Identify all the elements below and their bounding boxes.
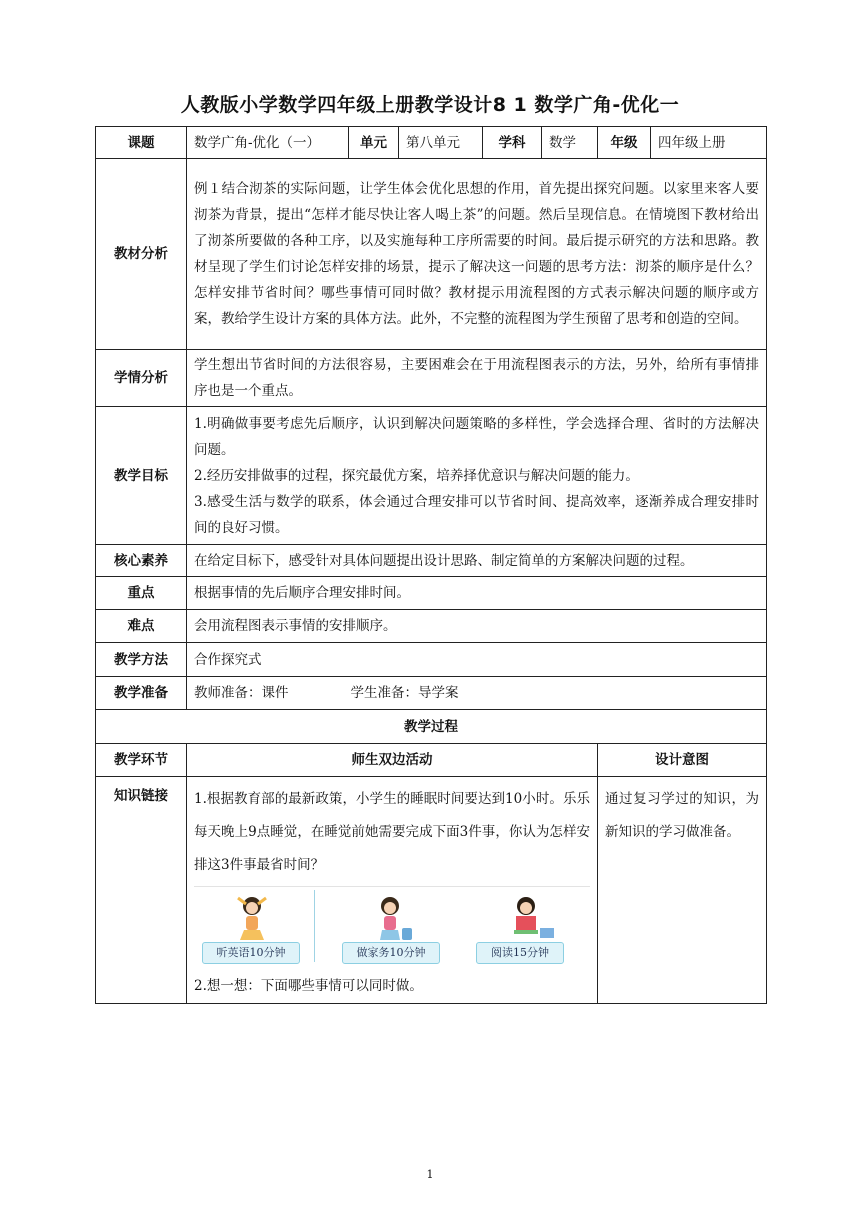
document-title: 人教版小学数学四年级上册教学设计8 1 数学广角-优化一 (180, 94, 680, 116)
task-label: 做家务10分钟 (342, 942, 440, 964)
students-label: 学情分析 (96, 350, 187, 407)
method-label: 教学方法 (96, 643, 187, 677)
process-columns-row (96, 744, 767, 777)
process-heading-row (96, 710, 767, 744)
subject-value: 数学 (542, 127, 598, 159)
process-heading: 教学过程 (96, 710, 767, 744)
task-label: 阅读15分钟 (476, 942, 564, 964)
goals-row (96, 407, 767, 545)
goals-label: 教学目标 (96, 407, 187, 545)
core-row (96, 545, 767, 577)
grade-value: 四年级上册 (651, 127, 767, 159)
students-row (96, 350, 767, 407)
difficult-text: 会用流程图表示事情的安排顺序。 (187, 610, 767, 643)
grade-label: 年级 (598, 127, 651, 159)
students-text: 学生想出节省时间的方法很容易，主要困难会在于用流程图表示的方法，另外，给所有事情排序也是一个重点。 (187, 350, 767, 407)
goals-list (187, 407, 767, 545)
subject-label: 学科 (483, 127, 542, 159)
activity-text-1: 1.根据教育部的最新政策，小学生的睡眠时间要达到10小时。乐乐每天晚上9点睡觉，在睡觉前她需要完成下面3件事，你认为怎样安排这3件事最省时间？ (194, 791, 590, 873)
analysis-text: 例１结合沏茶的实际问题，让学生体会优化思想的作用，首先提出探究问题。以家里来客人要沏茶为背景，提出“怎样才能尽快让客人喝上茶”的问题。然后呈现信息。在情境图下教材给出了沏茶所要做的各种工序，以及实施每种工序所需要的时间。最后提示研究的方法和思路。教材呈现了学生们讨论怎样安排的场景，提示了解决这一问题的思考方法：沏茶的顺序是什么？怎样安排节省时间？哪些事情可同时做？教材提示用流程图的方式表示解决问题的顺序或方案，教给学生设计方案的具体方法。此外，不完整的流程图为学生预留了思考和创造的空间。 (187, 159, 767, 350)
prep-row (96, 677, 767, 710)
prep-text (187, 677, 767, 710)
method-row (96, 643, 767, 677)
prep-teacher: 教师准备：课件 (194, 685, 289, 701)
housework-girl-illustration (342, 894, 442, 964)
goal-item: 1.明确做事要考虑先后顺序，认识到解决问题策略的多样性，学会选择合理、省时的方法解决问题。 (194, 415, 759, 458)
unit-label: 单元 (349, 127, 399, 159)
key-text: 根据事情的先后顺序合理安排时间。 (187, 577, 767, 610)
tasks-illustration (194, 886, 590, 968)
header-row (96, 127, 767, 159)
difficult-label: 难点 (96, 610, 187, 643)
stage-label: 知识链接 (96, 777, 187, 1004)
task-label: 听英语10分钟 (202, 942, 300, 964)
goal-item: 3.感受生活与数学的联系，体会通过合理安排可以节省时间、提高效率，逐渐养成合理安排时间的良好习惯。 (194, 493, 759, 536)
col-intent-header: 设计意图 (598, 744, 767, 777)
prep-label: 教学准备 (96, 677, 187, 710)
goal-item: 2.经历安排做事的过程，探究最优方案，培养择优意识与解决问题的能力。 (194, 467, 639, 484)
lesson-plan-table (95, 126, 767, 1004)
activity-text-2: 2.想一想：下面哪些事情可以同时做。 (194, 978, 423, 994)
topic-value: 数学广角-优化（一） (187, 127, 349, 159)
difficult-row (96, 610, 767, 643)
col-stage-header: 教学环节 (96, 744, 187, 777)
core-label: 核心素养 (96, 545, 187, 577)
knowledge-link-row (96, 777, 767, 1004)
key-label: 重点 (96, 577, 187, 610)
method-text: 合作探究式 (187, 643, 767, 677)
unit-value: 第八单元 (399, 127, 483, 159)
activity-cell (187, 777, 598, 1004)
col-activity-header: 师生双边活动 (187, 744, 598, 777)
prep-student: 学生准备：导学案 (350, 685, 459, 701)
core-text: 在给定目标下，感受针对具体问题提出设计思路、制定简单的方案解决问题的过程。 (187, 545, 767, 577)
analysis-label: 教材分析 (96, 159, 187, 350)
topic-label: 课题 (96, 127, 187, 159)
listening-girl-illustration (202, 894, 302, 964)
key-row (96, 577, 767, 610)
analysis-row (96, 159, 767, 350)
intent-text: 通过复习学过的知识，为新知识的学习做准备。 (598, 777, 767, 1004)
page-number: 1 (426, 1168, 434, 1181)
reading-girl-illustration (476, 894, 576, 964)
